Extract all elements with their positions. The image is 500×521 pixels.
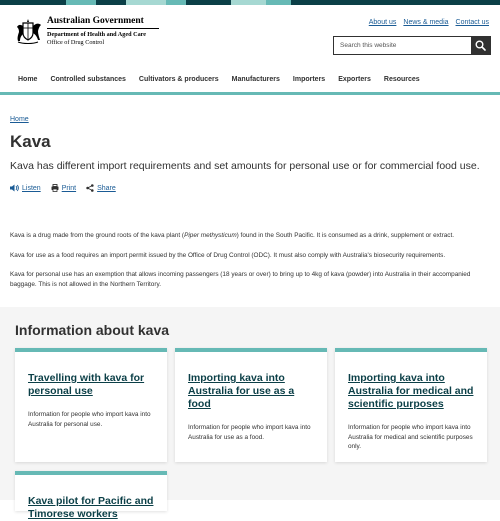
utility-links: [369, 19, 489, 26]
breadcrumb: [10, 116, 490, 123]
contact-us-link[interactable]: Contact us: [455, 19, 489, 26]
breadcrumb-home-link[interactable]: Home: [10, 116, 29, 123]
card-description: Information for people who import kava into Australia for use as a food.: [188, 424, 311, 441]
paragraph-text: Kava is a drug made from the ground roots of the kava plant (: [10, 232, 185, 239]
nav-item-home[interactable]: Home: [18, 76, 38, 83]
information-section: [0, 307, 500, 520]
nav-item-resources[interactable]: Resources: [383, 76, 420, 83]
paragraph-text: ) found in the South Pacific. It is consumed as a drink, supplement or extract.: [236, 232, 455, 239]
card-title[interactable]: Travelling with kava for personal use: [28, 372, 145, 397]
page-lead: Kava has different import requirements and set amounts for personal use or for commercial food use.: [10, 160, 480, 172]
listen-label: Listen: [22, 184, 41, 192]
body-text: [10, 231, 490, 289]
logo-office-name: Office of Drug Control: [47, 39, 105, 46]
page-actions: [10, 184, 490, 192]
logo-government-name: Australian Government: [47, 16, 159, 29]
main-content: [0, 116, 500, 289]
card-travelling-with-kava[interactable]: [15, 348, 167, 462]
share-label: Share: [97, 184, 116, 192]
nav-item-exporters[interactable]: Exporters: [338, 76, 371, 83]
nav-item-importers[interactable]: Importers: [292, 76, 326, 83]
nav-item-cultivators-producers[interactable]: Cultivators & producers: [138, 76, 219, 83]
search-box: [333, 36, 491, 55]
card-description: Information for people who import kava into Australia for medical and scientific purposes only.: [348, 424, 473, 450]
search-input[interactable]: [334, 37, 471, 54]
share-button[interactable]: [86, 184, 116, 192]
about-us-link[interactable]: About us: [368, 19, 397, 26]
share-icon: [86, 184, 94, 192]
print-label: Print: [61, 184, 77, 192]
print-button[interactable]: [51, 184, 76, 192]
news-media-link[interactable]: News & media: [403, 19, 449, 26]
paragraph-kava-definition: [10, 231, 490, 241]
nav-item-manufacturers[interactable]: Manufacturers: [231, 76, 280, 83]
speaker-icon: [10, 184, 19, 192]
logo-text: [47, 16, 159, 47]
coat-of-arms-icon: [12, 16, 44, 46]
card-title[interactable]: Importing kava into Australia for use as a food: [188, 372, 295, 410]
page-title: Kava: [10, 132, 51, 151]
scientific-name: Piper methysticum: [184, 232, 237, 239]
card-description: Information for people who import kava into Australia for personal use.: [28, 411, 151, 428]
paragraph-personal-use: Kava for personal use has an exemption that allows incoming passengers (18 years or over) to bring up to 4kg of kava (powder) into Australia in their accompanied baggage. This is not allowed in the Northern Territory.: [10, 271, 471, 288]
paragraph-food-import: Kava for use as a food requires an import permit issued by the Office of Drug Control (ODC). It must also comply with Australia's biosecurity requirements.: [10, 251, 446, 259]
card-importing-kava-medical[interactable]: [335, 348, 487, 462]
search-icon: [475, 40, 486, 51]
card-kava-pilot[interactable]: [15, 471, 167, 520]
listen-button[interactable]: [10, 184, 41, 192]
card-title[interactable]: Importing kava into Australia for medical and scientific purposes: [348, 372, 474, 410]
government-logo[interactable]: [12, 16, 159, 47]
site-header: [0, 5, 500, 63]
information-section-title: Information about kava: [15, 322, 170, 338]
search-button[interactable]: [471, 37, 490, 54]
card-importing-kava-food[interactable]: [175, 348, 327, 462]
printer-icon: [51, 184, 59, 192]
nav-item-controlled-substances[interactable]: Controlled substances: [50, 76, 126, 83]
logo-department-name: Department of Health and Aged Care: [47, 31, 147, 38]
main-navigation: [0, 63, 500, 95]
card-title[interactable]: Kava pilot for Pacific and Timorese workers: [28, 495, 154, 520]
